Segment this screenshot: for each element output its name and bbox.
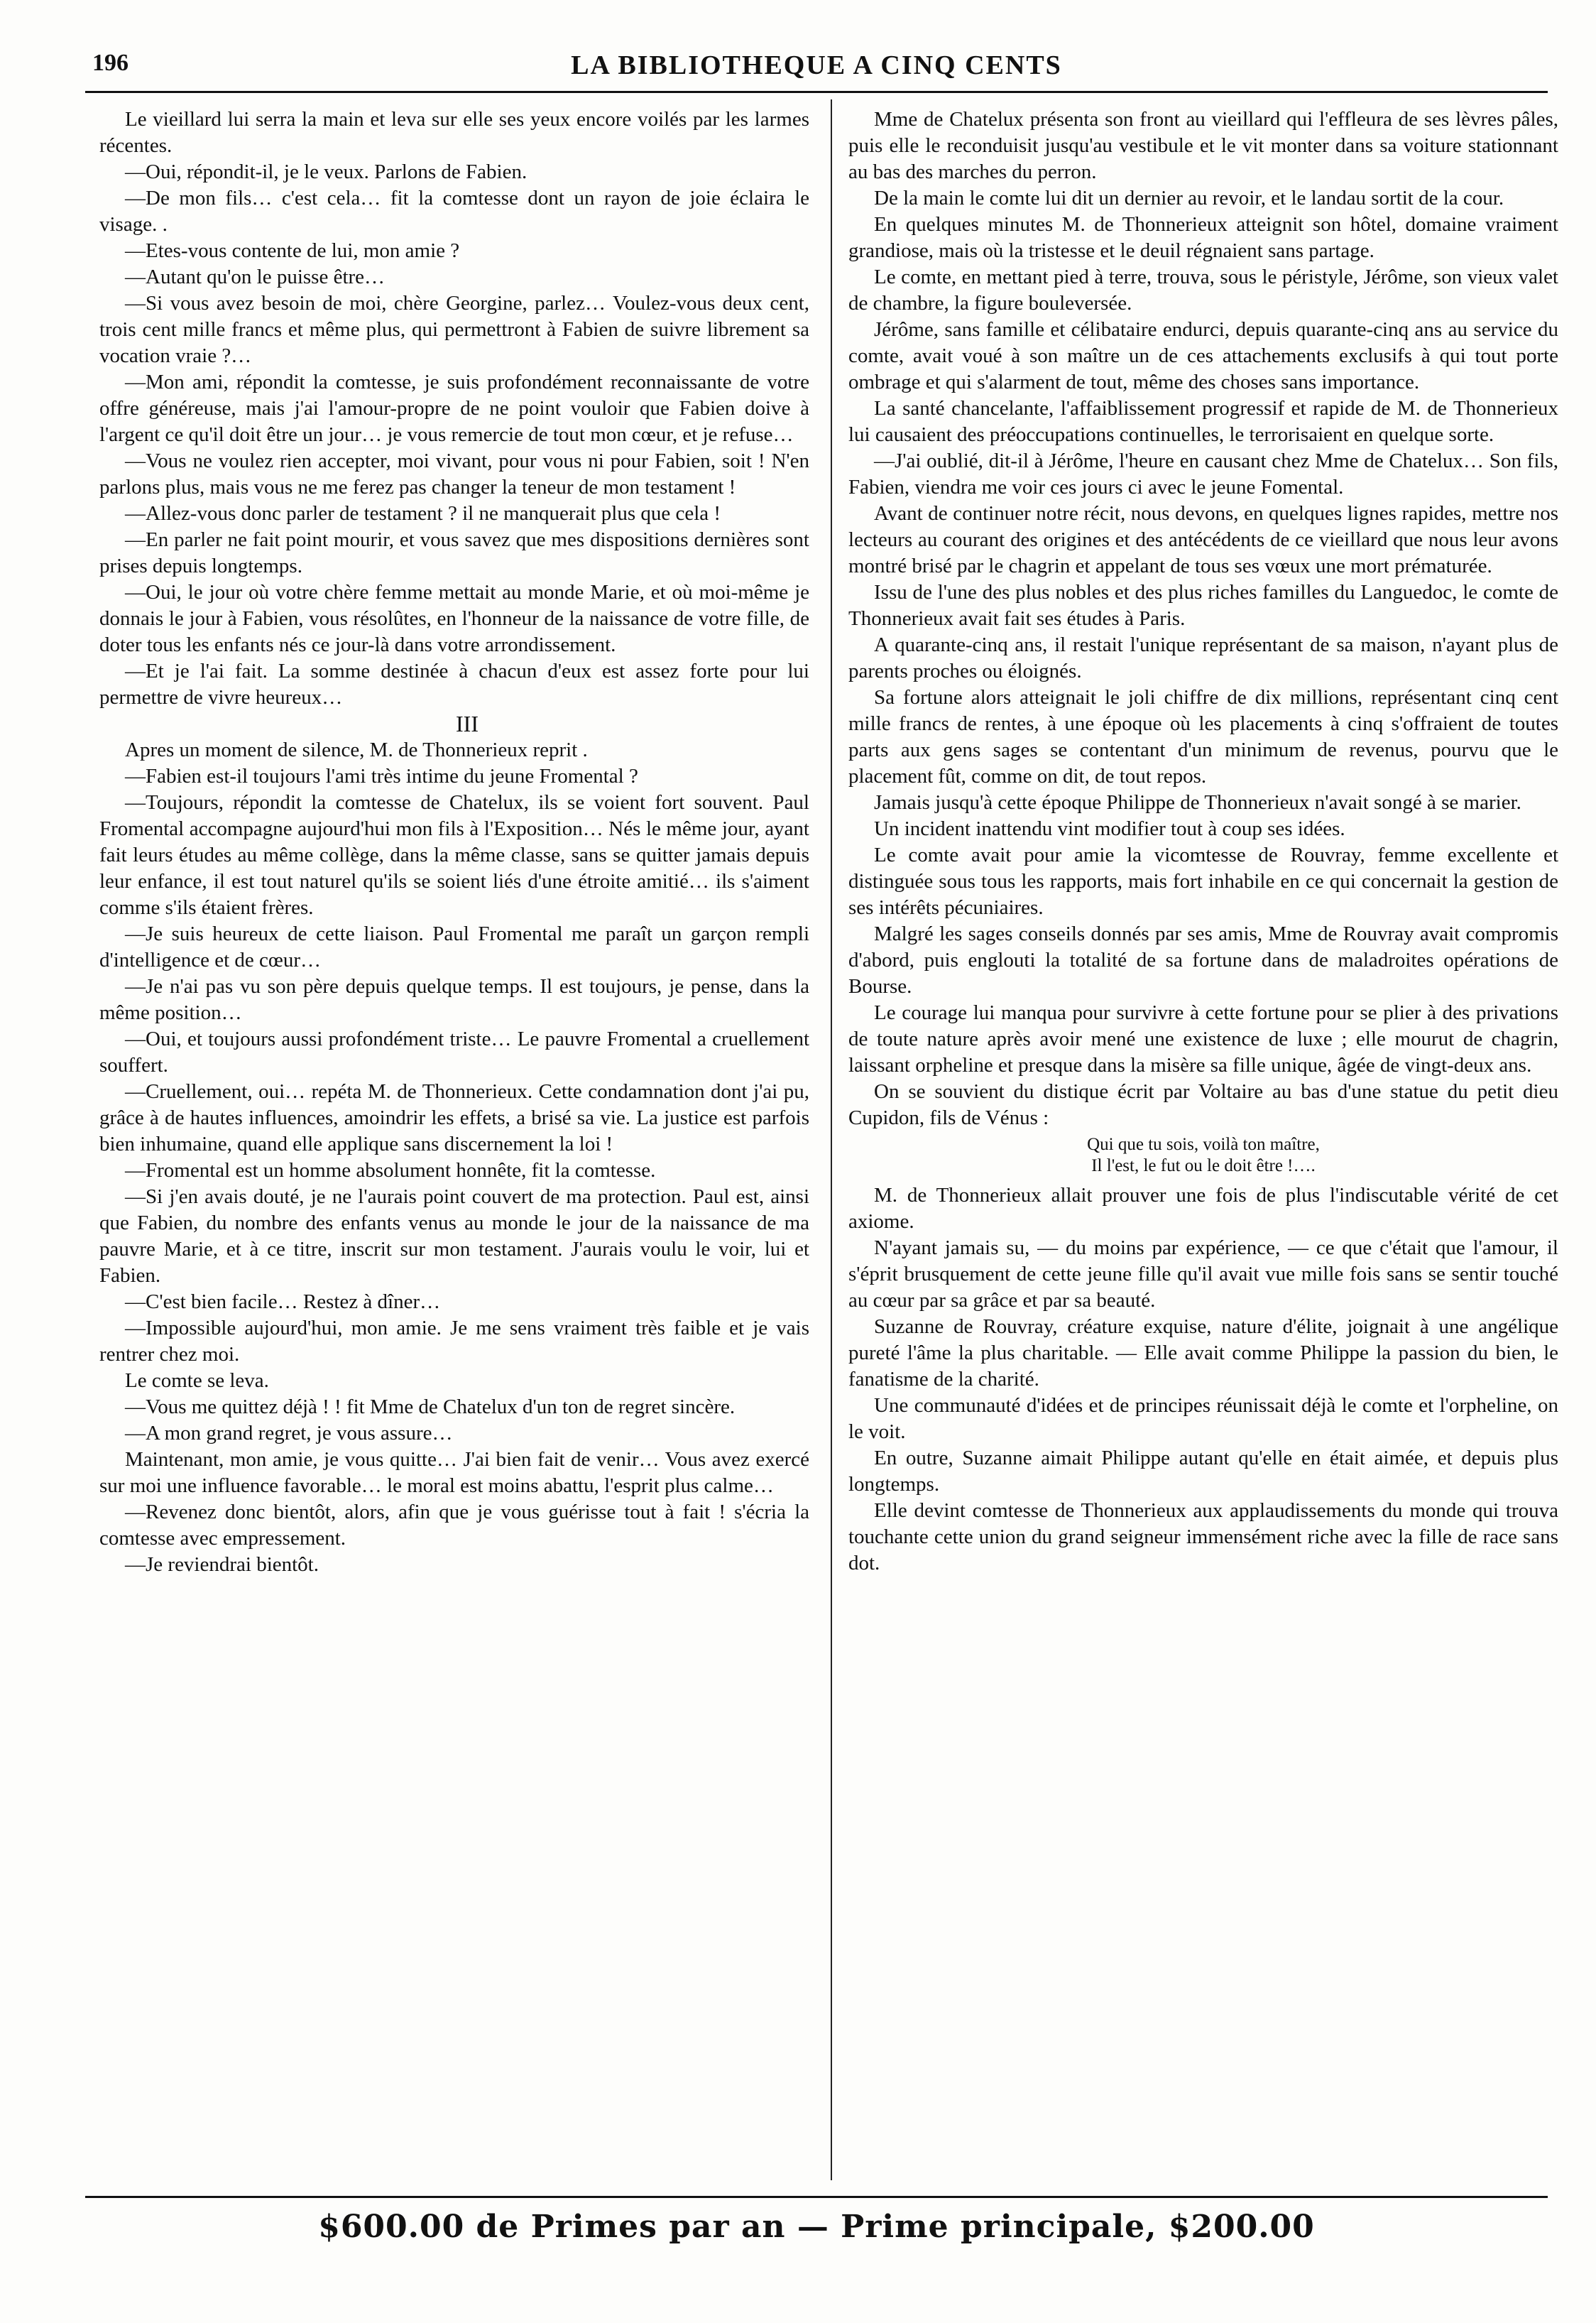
paragraph: Une communauté d'idées et de principes réunissait déjà le comte et l'orpheline, on le voit. xyxy=(848,1394,1558,1443)
left-column xyxy=(99,107,809,2194)
paragraph: —Etes-vous contente de lui, mon amie ? xyxy=(125,239,460,262)
paragraph: —Et je l'ai fait. La somme destinée à chacun d'eux est assez forte pour lui permettre de vivre heureux… xyxy=(99,660,809,709)
footer-rule xyxy=(85,2196,1548,2198)
paragraph: —Je n'ai pas vu son père depuis quelque temps. Il est toujours, je pense, dans la même position… xyxy=(99,975,809,1024)
verse-distich xyxy=(848,1134,1558,1177)
right-column xyxy=(848,107,1558,2194)
paragraph: A quarante-cinq ans, il restait l'unique représentant de sa maison, n'ayant plus de parents proches ou éloignés. xyxy=(848,633,1558,682)
paragraph: —En parler ne fait point mourir, et vous savez que mes dispositions dernières sont prises depuis longtemps. xyxy=(99,528,809,577)
paragraph: Avant de continuer notre récit, nous devons, en quelques lignes rapides, mettre nos lecteurs au courant des origines et des antécédents de ce vieillard que nous leur avons montré brisé par le chagrin et appelant de tous ses vœux une mort prématurée. xyxy=(848,502,1558,577)
paragraph: Le vieillard lui serra la main et leva sur elle ses yeux encore voilés par les larmes récentes. xyxy=(99,108,809,157)
right-paragraphs-after-verse xyxy=(848,1182,1558,1577)
paragraph: Mme de Chatelux présenta son front au vieillard qui l'effleura de ses lèvres pâles, puis elle le reconduisit jusqu'au vestibule et le vit monter dans sa voiture stationnant au bas des marches du perron. xyxy=(848,108,1558,183)
paragraph: Jérôme, sans famille et célibataire endurci, depuis quarante-cinq ans au service du comte, avait voué à son maître un de ces attachements exclusifs à qui tout porte ombrage et qui s'alarment de tout, même des choses sans importance. xyxy=(848,318,1558,393)
paragraph: Sa fortune alors atteignait le joli chiffre de dix millions, représentant cinq cent mille francs de rentes, à une époque où les placements à cinq s'offraient de toutes parts aux gens sages se contentant d'un minimum de revenus, pourvu que le placement fût, comme on dit, de tout repos. xyxy=(848,686,1558,788)
paragraph: —A mon grand regret, je vous assure… xyxy=(125,1422,453,1445)
paragraph: —Fromental est un homme absolument honnête, fit la comtesse. xyxy=(125,1159,656,1182)
paragraph: Elle devint comtesse de Thonnerieux aux applaudissements du monde qui trouva touchante cette union du grand seigneur immensément riche avec la fille de race sans dot. xyxy=(848,1499,1558,1574)
page-number: 196 xyxy=(92,50,129,76)
paragraph: Le courage lui manqua pour survivre à cette fortune pour se plier à des privations de toute nature après avoir mené une existence de luxe ; elle mourut de chagrin, laissant orpheline et presque dans la misère sa fille unique, âgée de vingt-deux ans. xyxy=(848,1001,1558,1077)
paragraph: —Revenez donc bientôt, alors, afin que je vous guérisse tout à fait ! s'écria la comtesse avec empressement. xyxy=(99,1501,809,1550)
paragraph: Le comte avait pour amie la vicomtesse de Rouvray, femme excellente et distinguée sous tous les rapports, mais fort inhabile en ce qui concernait la gestion de ses intérêts pécuniaires. xyxy=(848,844,1558,919)
paragraph: Malgré les sages conseils donnés par ses amis, Mme de Rouvray avait compromis d'abord, puis englouti la totalité de sa fortune dans de maladroites opérations de Bourse. xyxy=(848,923,1558,998)
paragraph: N'ayant jamais su, — du moins par expérience, — ce que c'était que l'amour, il s'éprit brusquement de cette jeune fille qu'il avait vue mille fois sans se sentir touché au cœur par sa grâce et par sa beauté. xyxy=(848,1236,1558,1312)
footer-advertisement: $600.00 de Primes par an — Prime principale, $200.00 xyxy=(318,2209,1315,2245)
paragraph: —Cruellement, oui… repéta M. de Thonnerieux. Cette condamnation dont j'ai pu, grâce à de hautes influences, amoindrir les effets, a brisé sa vie. La justice est parfois bien inhumaine, quand elle applique sans discernement la loi ! xyxy=(99,1080,809,1155)
verse-line: Il l'est, le fut ou le doit être !…. xyxy=(1091,1156,1316,1175)
paragraph: M. de Thonnerieux allait prouver une fois de plus l'indiscutable vérité de cet axiome. xyxy=(848,1184,1558,1233)
running-title: LA BIBLIOTHEQUE A CINQ CENTS xyxy=(571,50,1062,80)
right-paragraphs-before-verse xyxy=(848,107,1558,1131)
paragraph: On se souvient du distique écrit par Voltaire au bas d'une statue du petit dieu Cupidon, fils de Vénus : xyxy=(848,1080,1558,1129)
paragraph: —Si vous avez besoin de moi, chère Georgine, parlez… Voulez-vous deux cent, trois cent mille francs et même plus, qui permettront à Fabien de suivre librement sa vocation vraie ?… xyxy=(99,292,809,367)
paragraph: —C'est bien facile… Restez à dîner… xyxy=(125,1290,441,1313)
paragraph: —Oui, répondit-il, je le veux. Parlons de Fabien. xyxy=(125,161,528,183)
paragraph: En quelques minutes M. de Thonnerieux atteignit son hôtel, domaine vraiment grandiose, mais où la tristesse et le deuil régnaient sans partage. xyxy=(848,213,1558,262)
paragraph: —Oui, et toujours aussi profondément triste… Le pauvre Fromental a cruellement souffert. xyxy=(99,1028,809,1077)
paragraph: —J'ai oublié, dit-il à Jérôme, l'heure en causant chez Mme de Chatelux… Son fils, Fabien, viendra me voir ces jours ci avec le jeune Fomental. xyxy=(848,450,1558,499)
header-rule xyxy=(85,91,1548,93)
paragraph: Un incident inattendu vint modifier tout à coup ses idées. xyxy=(874,817,1345,840)
section-heading: III xyxy=(456,711,479,736)
paragraph: —Vous me quittez déjà ! ! fit Mme de Chatelux d'un ton de regret sincère. xyxy=(125,1396,736,1418)
paragraph: —Si j'en avais douté, je ne l'aurais point couvert de ma protection. Paul est, ainsi que Fabien, du nombre des enfants venus au monde le jour de la naissance de ma pauvre Marie, et à ce titre, inscrit sur mon testament. J'aurais voulu le voir, lui et Fabien. xyxy=(99,1185,809,1287)
verse-line: Qui que tu sois, voilà ton maître, xyxy=(1087,1135,1320,1154)
left-paragraphs-after-section xyxy=(99,737,809,1578)
paragraph: —Je suis heureux de cette liaison. Paul Fromental me paraît un garçon rempli d'intelligence et de cœur… xyxy=(99,923,809,972)
paragraph: Le comte, en mettant pied à terre, trouva, sous le péristyle, Jérôme, son vieux valet de chambre, la figure bouleversée. xyxy=(848,266,1558,315)
paragraph: —Fabien est-il toujours l'ami très intime du jeune Fromental ? xyxy=(125,765,638,788)
page-header xyxy=(85,50,1548,92)
paragraph: Le comte se leva. xyxy=(125,1369,269,1392)
paragraph: Suzanne de Rouvray, créature exquise, nature d'élite, joignait à une angélique pureté l'âme la plus charitable. — Elle avait comme Philippe la passion du bien, le fanatisme de la charité. xyxy=(848,1315,1558,1391)
paragraph: Issu de l'une des plus nobles et des plus riches familles du Languedoc, le comte de Thonnerieux avait fait ses études à Paris. xyxy=(848,581,1558,630)
column-rule xyxy=(831,99,832,2180)
paragraph: —Autant qu'on le puisse être… xyxy=(125,266,386,288)
paragraph: Maintenant, mon amie, je vous quitte… J'ai bien fait de venir… Vous avez exercé sur moi une influence favorable… le moral est moins abattu, l'esprit plus calme… xyxy=(99,1448,809,1497)
paragraph: —Oui, le jour où votre chère femme mettait au monde Marie, et où moi-même je donnais le jour à Fabien, vous résolûtes, en l'honneur de la naissance de votre fille, de doter tous les enfants nés ce jour-là dans votre arrondissement. xyxy=(99,581,809,656)
paragraph: La santé chancelante, l'affaiblissement progressif et rapide de M. de Thonnerieux lui causaient des préoccupations continuelles, le terrorisaient en quelque sorte. xyxy=(848,397,1558,446)
paragraph: —De mon fils… c'est cela… fit la comtesse dont un rayon de joie éclaira le visage. . xyxy=(99,187,809,236)
paragraph: —Toujours, répondit la comtesse de Chatelux, ils se voient fort souvent. Paul Fromental accompagne aujourd'hui mon fils à l'Exposition… Nés le même jour, ayant fait leurs études au même collège, dans la même classe, sans se quitter jamais depuis leur enfance, il est tout naturel qu'ils se soient liés d'une étroite amitié… ils s'aiment comme s'ils étaient frères. xyxy=(99,791,809,919)
paragraph: —Mon ami, répondit la comtesse, je suis profondément reconnaissante de votre offre généreuse, mais j'ai l'amour-propre de ne point vouloir que Fabien doive à l'argent ce qu'il doit être un jour… je vous remercie de tout mon cœur, et je refuse… xyxy=(99,371,809,446)
left-paragraphs-before-section xyxy=(99,107,809,711)
paragraph: —Impossible aujourd'hui, mon amie. Je me sens vraiment très faible et je vais rentrer chez moi. xyxy=(99,1317,809,1366)
paragraph: —Je reviendrai bientôt. xyxy=(125,1553,319,1576)
paragraph: Jamais jusqu'à cette époque Philippe de Thonnerieux n'avait songé à se marier. xyxy=(874,791,1521,814)
paragraph: En outre, Suzanne aimait Philippe autant qu'elle en était aimée, et depuis plus longtemps. xyxy=(848,1447,1558,1496)
paragraph: Apres un moment de silence, M. de Thonnerieux reprit . xyxy=(125,739,588,761)
paragraph: —Vous ne voulez rien accepter, moi vivant, pour vous ni pour Fabien, soit ! N'en parlons plus, mais vous ne me ferez pas changer la teneur de mon testament ! xyxy=(99,450,809,499)
paragraph: —Allez-vous donc parler de testament ? il ne manquerait plus que cela ! xyxy=(125,502,721,525)
paragraph: De la main le comte lui dit un dernier au revoir, et le landau sortit de la cour. xyxy=(874,187,1504,210)
